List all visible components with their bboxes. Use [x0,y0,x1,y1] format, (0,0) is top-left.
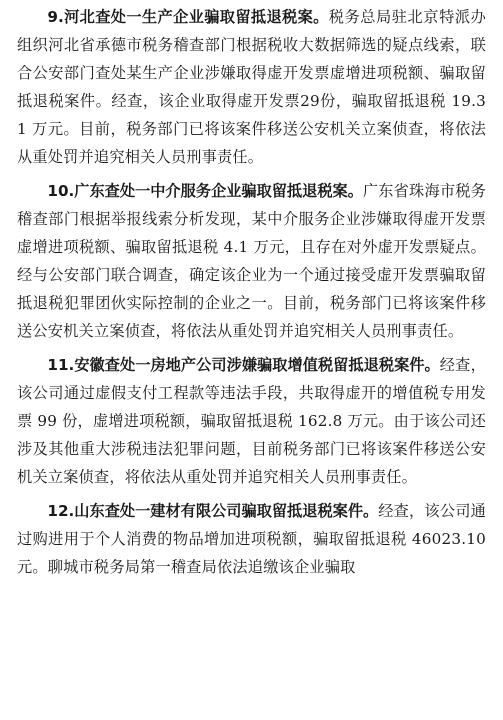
section-9-body: 税务总局驻北京特派办组织河北省承德市税务稽查部门根据税收大数据筛选的疑点线索，联合公安部门查处某生产企业涉嫌取得虚开发票虚增进项税额、骗取留抵退税案件。经查，该企业取得虚开发票29份，骗取留抵退税 19.31 万元。目前，税务部门已将该案件移送公安机关立案侦查，将依法从重处罚并追究相关人员刑事责任。 [17,8,486,166]
section-10-paragraph [17,177,486,345]
section-9-heading: 9.河北查处一生产企业骗取留抵退税案。 [47,8,329,26]
section-10-heading: 10.广东查处一中介服务企业骗取留抵退税案。 [47,182,363,200]
section-11-body: 经查，该公司通过虚假支付工程款等违法手段，共取得虚开的增值税专用发票 99 份，虚增进项税额，骗取留抵退税 162.8 万元。由于该公司还涉及其他重大涉税违法犯罪问题，目前税务部门已将该案件移送公安机关立案侦查，将依法从重处罚并追究相关人员刑事责任。 [17,356,487,486]
section-9-paragraph [17,3,486,171]
section-11-paragraph [17,351,486,491]
section-11-heading: 11.安徽查处一房地产公司涉嫌骗取增值税留抵退税案件。 [47,356,440,374]
section-10-body: 广东省珠海市税务稽查部门根据举报线索分析发现，某中介服务企业涉嫌取得虚开发票虚增进项税额、骗取留抵退税 4.1 万元，且存在对外虚开发票疑点。经与公安部门联合调查，确定该企业为一个通过接受虚开发票骗取留抵退税犯罪团伙实际控制的企业之一。目前，税务部门已将该案件移送公安机关立案侦查，将依法从重处罚并追究相关人员刑事责任。 [17,182,486,340]
section-12-body: 经查，该公司通过购进用于个人消费的物品增加进项税额，骗取留抵退税 46023.10 元。聊城市税务局第一稽查局依法追缴该企业骗取 [17,502,486,576]
section-12-heading: 12.山东查处一建材有限公司骗取留抵退税案件。 [47,502,379,520]
section-12-paragraph [17,497,486,581]
